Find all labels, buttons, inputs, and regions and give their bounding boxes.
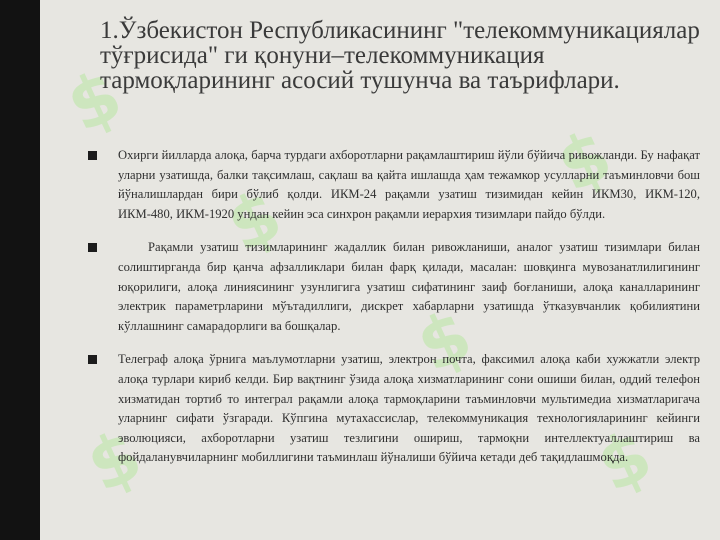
- watermark-logo: $: [74, 413, 154, 509]
- bullet-text: Телеграф алоқа ўрнига маълумотларни узатиш, электрон почта, факсимил алоқа каби хужжатли электр алоқа турлари кириб келди. Бир вақтнинг ўзида алоқа хизматларининг сони ошиши билан, оддий телефон хизматидан тортиб то интеграл рақамли алоқа тармоқларини таъминловчи мультимедиа хизматларигача уларнинг сифати ўзгаради. Кўпгина мутахассислар, телекоммуникация технологияларининг кейинги эволюцияси, ахборотларни узатиш тезлигини ошириш, тармоқни интеллектуаллаштириш ва фойдаланувчиларнинг мобиллигини таъминлаш йўналиши бўйича кетади деб тақидлашмоқда.: [118, 352, 700, 465]
- watermark-logo: $: [544, 113, 624, 209]
- bullet-list: [88, 146, 700, 482]
- bullet-item: [88, 350, 700, 468]
- watermark-logo: $: [214, 173, 294, 269]
- watermark-logo: $: [54, 53, 134, 149]
- bullet-text: Рақамли узатиш тизимларининг жадаллик билан ривожланиши, аналог узатиш тизимлари билан солиштирганда бир қанча афзалликлари билан фарқ қилади, масалан: шовқинга мувозанатлилигининг юқорилиги, алоқа линиясининг узунлигига узатиш сифатининг заиф боғланиши, алоқа каналларининг электрик параметрларини мўътадиллиги, дискрет хабарларни узатишда ўтказувчанлик қобилиятини кўллашнинг самарадорлиги ва бошқалар.: [118, 240, 700, 333]
- bullet-item: [88, 146, 700, 224]
- bullet-item: [88, 238, 700, 336]
- watermark-logo: $: [404, 293, 484, 389]
- bullet-text: Охирги йилларда алоқа, барча турдаги ахборотларни рақамлаштириш йўли бўйича ривожланди. Бу нафақат уларни узатишда, балки тақсимлаш, сақлаш ва қайта ишлашда ҳам тежамкор усулларни таъминловчи бош йўналишлардан бири бўлиб қолди. ИКМ-24 рақамли узатиш тизимидан кейин ИКМ30, ИКМ-120, ИКМ-480, ИКМ-1920 ундан кейин эса синхрон рақамли иерархия тизимлари пайдо бўлди.: [118, 148, 700, 221]
- left-decor-bar: [0, 0, 40, 540]
- bullet-marker-icon: [88, 243, 97, 252]
- watermark-logo: $: [584, 413, 664, 509]
- bullet-marker-icon: [88, 355, 97, 364]
- bullet-marker-icon: [88, 151, 97, 160]
- slide-title: 1.Ўзбекистон Республикасининг "телекоммуникациялар тўғрисида" ги қонуни–телекоммуникация тармоқларининг асосий тушунча ва таърифлари.: [100, 17, 700, 94]
